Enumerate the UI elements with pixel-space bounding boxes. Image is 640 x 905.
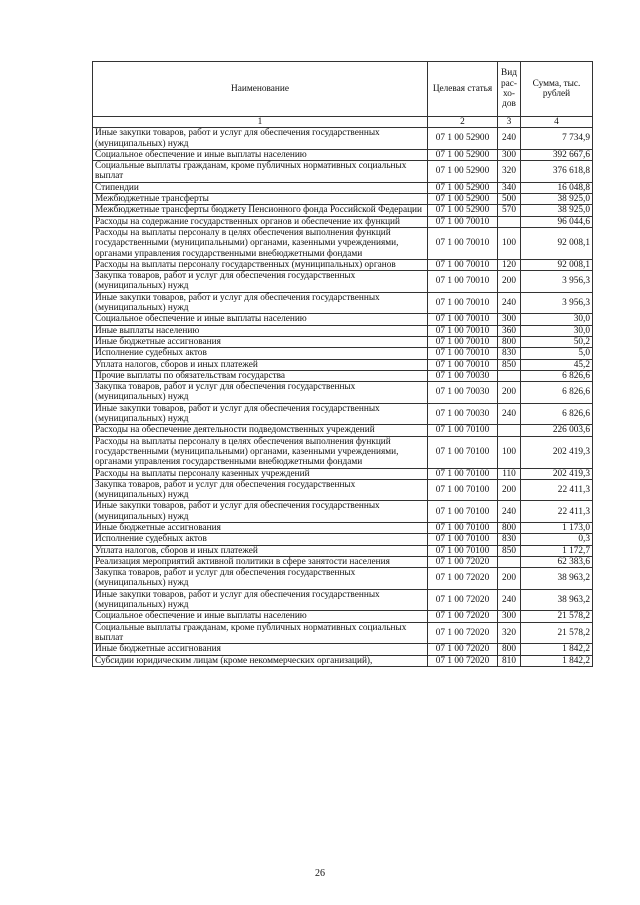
row-name: Иные бюджетные ассигнования [93,644,428,655]
row-sum: 22 411,3 [521,479,593,501]
table-row [93,182,593,193]
row-sum: 96 044,6 [521,216,593,227]
row-sum: 0,3 [521,534,593,545]
row-name: Расходы на выплаты персоналу в целях обеспечения выполнения функций государственными (муниципальными) органами, казенными учреждениями, органами управления государственными внебюджетными фондами [93,436,428,468]
row-target-article: 07 1 00 72020 [428,644,498,655]
row-name: Расходы на обеспечение деятельности подведомственных учреждений [93,425,428,436]
row-expense-type: 200 [498,568,521,590]
table-row [93,128,593,150]
row-name: Закупка товаров, работ и услуг для обеспечения государственных (муниципальных) нужд [93,568,428,590]
table-row [93,205,593,216]
row-expense-type [498,425,521,436]
row-name: Иные закупки товаров, работ и услуг для обеспечения государственных (муниципальных) нужд [93,589,428,611]
row-sum: 202 419,3 [521,468,593,479]
row-target-article: 07 1 00 70010 [428,336,498,347]
row-name: Стипендии [93,182,428,193]
row-target-article: 07 1 00 52900 [428,149,498,160]
row-target-article: 07 1 00 72020 [428,589,498,611]
table-row [93,425,593,436]
row-name: Социальные выплаты гражданам, кроме публичных нормативных социальных выплат [93,622,428,644]
row-target-article: 07 1 00 72020 [428,622,498,644]
table-row [93,348,593,359]
table-row [93,382,593,404]
row-sum: 5,0 [521,348,593,359]
row-name: Закупка товаров, работ и услуг для обеспечения государственных (муниципальных) нужд [93,271,428,293]
row-name: Закупка товаров, работ и услуг для обеспечения государственных (муниципальных) нужд [93,479,428,501]
row-sum: 38 963,2 [521,568,593,590]
table-row [93,259,593,270]
row-name: Иные бюджетные ассигнования [93,336,428,347]
budget-table [92,61,593,667]
row-target-article: 07 1 00 70010 [428,292,498,314]
row-sum: 1 842,2 [521,644,593,655]
row-sum: 50,2 [521,336,593,347]
row-sum: 1 842,2 [521,655,593,666]
row-target-article: 07 1 00 52900 [428,182,498,193]
row-name: Социальное обеспечение и иные выплаты населению [93,314,428,325]
table-row [93,359,593,370]
column-number-row [93,117,593,128]
table-row [93,194,593,205]
row-name: Социальные выплаты гражданам, кроме публичных нормативных социальных выплат [93,161,428,183]
row-expense-type: 100 [498,436,521,468]
budget-page [92,61,592,667]
row-target-article: 07 1 00 70030 [428,382,498,404]
row-target-article: 07 1 00 70100 [428,545,498,556]
row-name: Иные закупки товаров, работ и услуг для обеспечения государственных (муниципальных) нужд [93,501,428,523]
table-header-row [93,62,593,117]
table-row [93,336,593,347]
row-name: Межбюджетные трансферты [93,194,428,205]
row-sum: 92 008,1 [521,259,593,270]
row-expense-type: 240 [498,589,521,611]
row-expense-type: 300 [498,314,521,325]
row-expense-type: 100 [498,227,521,259]
table-row [93,568,593,590]
table-body [93,128,593,667]
row-name: Прочие выплаты по обязательствам государства [93,370,428,381]
row-expense-type: 850 [498,359,521,370]
row-expense-type [498,556,521,567]
table-row [93,292,593,314]
column-number: 1 [93,117,428,128]
row-name: Иные бюджетные ассигнования [93,522,428,533]
row-expense-type: 340 [498,182,521,193]
header-expense-type: Вид рас- хо- дов [498,62,521,117]
row-target-article: 07 1 00 70010 [428,227,498,259]
row-expense-type: 240 [498,501,521,523]
table-row [93,501,593,523]
row-sum: 16 048,8 [521,182,593,193]
row-sum: 6 826,6 [521,403,593,425]
row-target-article: 07 1 00 70010 [428,271,498,293]
table-row [93,468,593,479]
row-name: Уплата налогов, сборов и иных платежей [93,545,428,556]
table-row [93,655,593,666]
table-row [93,556,593,567]
row-sum: 392 667,6 [521,149,593,160]
table-row [93,479,593,501]
table-row [93,403,593,425]
row-expense-type: 830 [498,348,521,359]
row-name: Иные выплаты населению [93,325,428,336]
row-sum: 1 173,0 [521,522,593,533]
row-target-article: 07 1 00 70100 [428,534,498,545]
header-name: Наименование [93,62,428,117]
row-target-article: 07 1 00 72020 [428,655,498,666]
row-target-article: 07 1 00 52900 [428,205,498,216]
table-row [93,622,593,644]
row-sum: 6 826,6 [521,382,593,404]
row-expense-type: 800 [498,644,521,655]
row-target-article: 07 1 00 70100 [428,501,498,523]
row-name: Социальное обеспечение и иные выплаты населению [93,611,428,622]
table-row [93,436,593,468]
row-expense-type: 800 [498,522,521,533]
row-target-article: 07 1 00 72020 [428,568,498,590]
row-expense-type: 360 [498,325,521,336]
table-row [93,161,593,183]
table-row [93,314,593,325]
row-sum: 38 963,2 [521,589,593,611]
row-expense-type: 240 [498,292,521,314]
header-target-article: Целевая статья [428,62,498,117]
table-row [93,325,593,336]
row-name: Иные закупки товаров, работ и услуг для обеспечения государственных (муниципальных) нужд [93,403,428,425]
row-target-article: 07 1 00 70100 [428,425,498,436]
row-name: Расходы на выплаты персоналу казенных учреждений [93,468,428,479]
row-sum: 6 826,6 [521,370,593,381]
column-number: 4 [521,117,593,128]
row-target-article: 07 1 00 70100 [428,479,498,501]
row-name: Закупка товаров, работ и услуг для обеспечения государственных (муниципальных) нужд [93,382,428,404]
row-sum: 202 419,3 [521,436,593,468]
row-name: Реализация мероприятий активной политики в сфере занятости населения [93,556,428,567]
row-target-article: 07 1 00 70010 [428,359,498,370]
row-sum: 1 172,7 [521,545,593,556]
table-row [93,522,593,533]
table-row [93,271,593,293]
row-target-article: 07 1 00 52900 [428,128,498,150]
row-name: Расходы на содержание государственных органов и обеспечение их функций [93,216,428,227]
row-sum: 30,0 [521,325,593,336]
table-row [93,545,593,556]
row-target-article: 07 1 00 72020 [428,611,498,622]
row-target-article: 07 1 00 70030 [428,370,498,381]
row-expense-type [498,216,521,227]
row-sum: 376 618,8 [521,161,593,183]
row-sum: 7 734,9 [521,128,593,150]
row-expense-type: 810 [498,655,521,666]
row-target-article: 07 1 00 70010 [428,216,498,227]
row-target-article: 07 1 00 70100 [428,468,498,479]
row-expense-type: 800 [498,336,521,347]
row-expense-type: 240 [498,128,521,150]
row-expense-type: 320 [498,161,521,183]
row-sum: 30,0 [521,314,593,325]
row-target-article: 07 1 00 70010 [428,259,498,270]
row-expense-type: 200 [498,382,521,404]
table-row [93,611,593,622]
row-expense-type: 110 [498,468,521,479]
row-target-article: 07 1 00 72020 [428,556,498,567]
table-row [93,534,593,545]
header-sum: Сумма, тыс. рублей [521,62,593,117]
row-expense-type: 120 [498,259,521,270]
row-sum: 21 578,2 [521,622,593,644]
row-sum: 38 925,0 [521,194,593,205]
row-sum: 21 578,2 [521,611,593,622]
row-expense-type: 300 [498,611,521,622]
row-expense-type: 200 [498,479,521,501]
row-name: Исполнение судебных актов [93,534,428,545]
table-row [93,149,593,160]
row-sum: 3 956,3 [521,271,593,293]
row-sum: 22 411,3 [521,501,593,523]
table-row [93,227,593,259]
table-row [93,370,593,381]
row-expense-type: 500 [498,194,521,205]
row-sum: 45,2 [521,359,593,370]
row-sum: 3 956,3 [521,292,593,314]
row-expense-type: 320 [498,622,521,644]
column-number: 3 [498,117,521,128]
row-target-article: 07 1 00 70100 [428,436,498,468]
column-number: 2 [428,117,498,128]
row-target-article: 07 1 00 52900 [428,194,498,205]
table-row [93,644,593,655]
row-target-article: 07 1 00 52900 [428,161,498,183]
table-row [93,589,593,611]
row-expense-type: 300 [498,149,521,160]
row-name: Субсидии юридическим лицам (кроме некоммерческих организаций), [93,655,428,666]
row-name: Исполнение судебных актов [93,348,428,359]
row-name: Иные закупки товаров, работ и услуг для обеспечения государственных (муниципальных) нужд [93,292,428,314]
row-name: Расходы на выплаты персоналу в целях обеспечения выполнения функций государственными (муниципальными) органами, казенными учреждениями, органами управления государственными внебюджетными фондами [93,227,428,259]
row-sum: 92 008,1 [521,227,593,259]
row-sum: 62 383,6 [521,556,593,567]
page-number: 26 [315,868,325,879]
row-expense-type: 200 [498,271,521,293]
row-target-article: 07 1 00 70030 [428,403,498,425]
row-expense-type: 850 [498,545,521,556]
row-target-article: 07 1 00 70010 [428,325,498,336]
row-name: Социальное обеспечение и иные выплаты населению [93,149,428,160]
row-name: Расходы на выплаты персоналу государственных (муниципальных) органов [93,259,428,270]
row-target-article: 07 1 00 70100 [428,522,498,533]
row-expense-type: 570 [498,205,521,216]
row-name: Межбюджетные трансферты бюджету Пенсионного фонда Российской Федерации [93,205,428,216]
row-expense-type: 830 [498,534,521,545]
row-sum: 38 925,0 [521,205,593,216]
row-name: Иные закупки товаров, работ и услуг для обеспечения государственных (муниципальных) нужд [93,128,428,150]
row-target-article: 07 1 00 70010 [428,314,498,325]
row-name: Уплата налогов, сборов и иных платежей [93,359,428,370]
table-row [93,216,593,227]
row-expense-type [498,370,521,381]
row-sum: 226 003,6 [521,425,593,436]
row-expense-type: 240 [498,403,521,425]
row-target-article: 07 1 00 70010 [428,348,498,359]
